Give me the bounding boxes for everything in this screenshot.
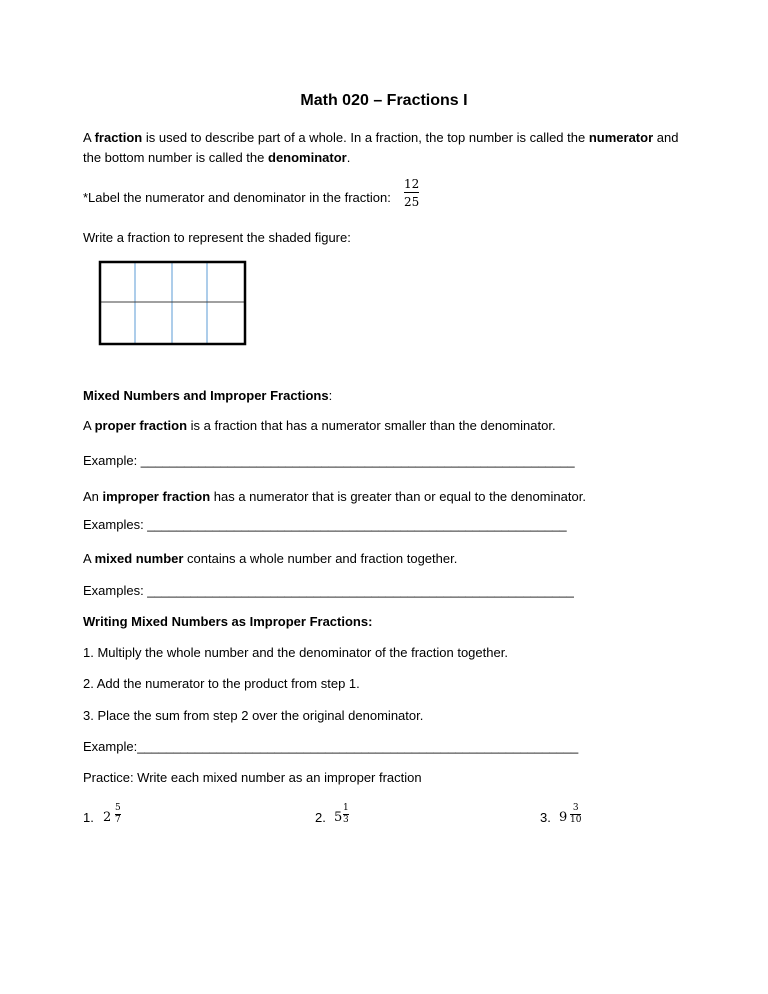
mixed-heading-text: Mixed Numbers and Improper Fractions: [83, 388, 329, 403]
label-prompt: *Label the numerator and denominator in the fraction:: [83, 190, 391, 205]
intro-text: A: [83, 130, 95, 145]
practice-3-fraction: [570, 804, 581, 825]
practice-3-numerator: 3: [572, 803, 579, 813]
proper-definition: [83, 416, 556, 436]
label-fraction-denominator: 25: [404, 195, 420, 209]
practice-3-whole: 9: [559, 810, 568, 825]
practice-1-denominator: 7: [115, 815, 121, 825]
intro-line-2: [83, 148, 350, 168]
practice-prompt: Practice: Write each mixed number as an improper fraction: [83, 770, 422, 785]
mixed-text: contains a whole number and fraction together.: [183, 551, 458, 566]
term-mixed-number: mixed number: [94, 551, 184, 566]
practice-2-denominator: 3: [343, 815, 349, 825]
proper-text: A: [83, 418, 95, 433]
label-fraction: [404, 178, 419, 208]
practice-2-numerator: 1: [343, 803, 349, 813]
term-numerator: numerator: [588, 130, 654, 145]
intro-text: is used to describe part of a whole. In a fraction, the top number is called the: [142, 130, 589, 145]
improper-text: has a numerator that is greater than or equal to the denominator.: [210, 489, 586, 504]
term-improper-fraction: improper fraction: [102, 489, 211, 504]
improper-definition: [83, 487, 586, 507]
improper-text: An: [83, 489, 103, 504]
intro-line-1: [83, 128, 678, 148]
practice-2-whole: 5: [334, 810, 343, 825]
proper-text: is a fraction that has a numerator smaller than the denominator.: [187, 418, 556, 433]
writing-heading: Writing Mixed Numbers as Improper Fractions:: [83, 614, 373, 629]
mixed-example-line: Examples: ___________________________________________________________: [83, 583, 574, 598]
mixed-text: A: [83, 551, 95, 566]
step-1: 1. Multiply the whole number and the denominator of the fraction together.: [83, 645, 508, 660]
practice-3-denominator: 10: [570, 815, 582, 825]
intro-text: .: [346, 150, 351, 165]
step-3: 3. Place the sum from step 2 over the original denominator.: [83, 708, 424, 723]
practice-1-label: 1.: [83, 810, 94, 825]
shaded-figure: [98, 260, 248, 346]
proper-example-line: Example: ____________________________________________________________: [83, 453, 575, 468]
intro-text: and: [653, 130, 679, 145]
page-title: Math 020 – Fractions I: [300, 92, 468, 109]
mixed-heading-colon: :: [328, 388, 333, 403]
mixed-heading: [83, 386, 332, 406]
practice-1-whole: 2: [103, 810, 112, 825]
term-denominator: denominator: [268, 150, 347, 165]
practice-2-label: 2.: [315, 810, 326, 825]
practice-1-numerator: 5: [115, 803, 121, 813]
term-proper-fraction: proper fraction: [94, 418, 188, 433]
practice-3-label: 3.: [540, 810, 551, 825]
example-line: Example:_____________________________________________________________: [83, 739, 579, 754]
mixed-definition: [83, 549, 457, 569]
practice-1-fraction: [115, 804, 121, 825]
term-fraction: fraction: [94, 130, 143, 145]
improper-example-line: Examples: __________________________________________________________: [83, 517, 567, 532]
shaded-prompt: Write a fraction to represent the shaded figure:: [83, 230, 351, 245]
practice-2-fraction: [343, 804, 349, 825]
label-fraction-numerator: 12: [404, 177, 420, 191]
intro-text: the bottom number is called the: [83, 150, 268, 165]
step-2: 2. Add the numerator to the product from step 1.: [83, 676, 360, 691]
